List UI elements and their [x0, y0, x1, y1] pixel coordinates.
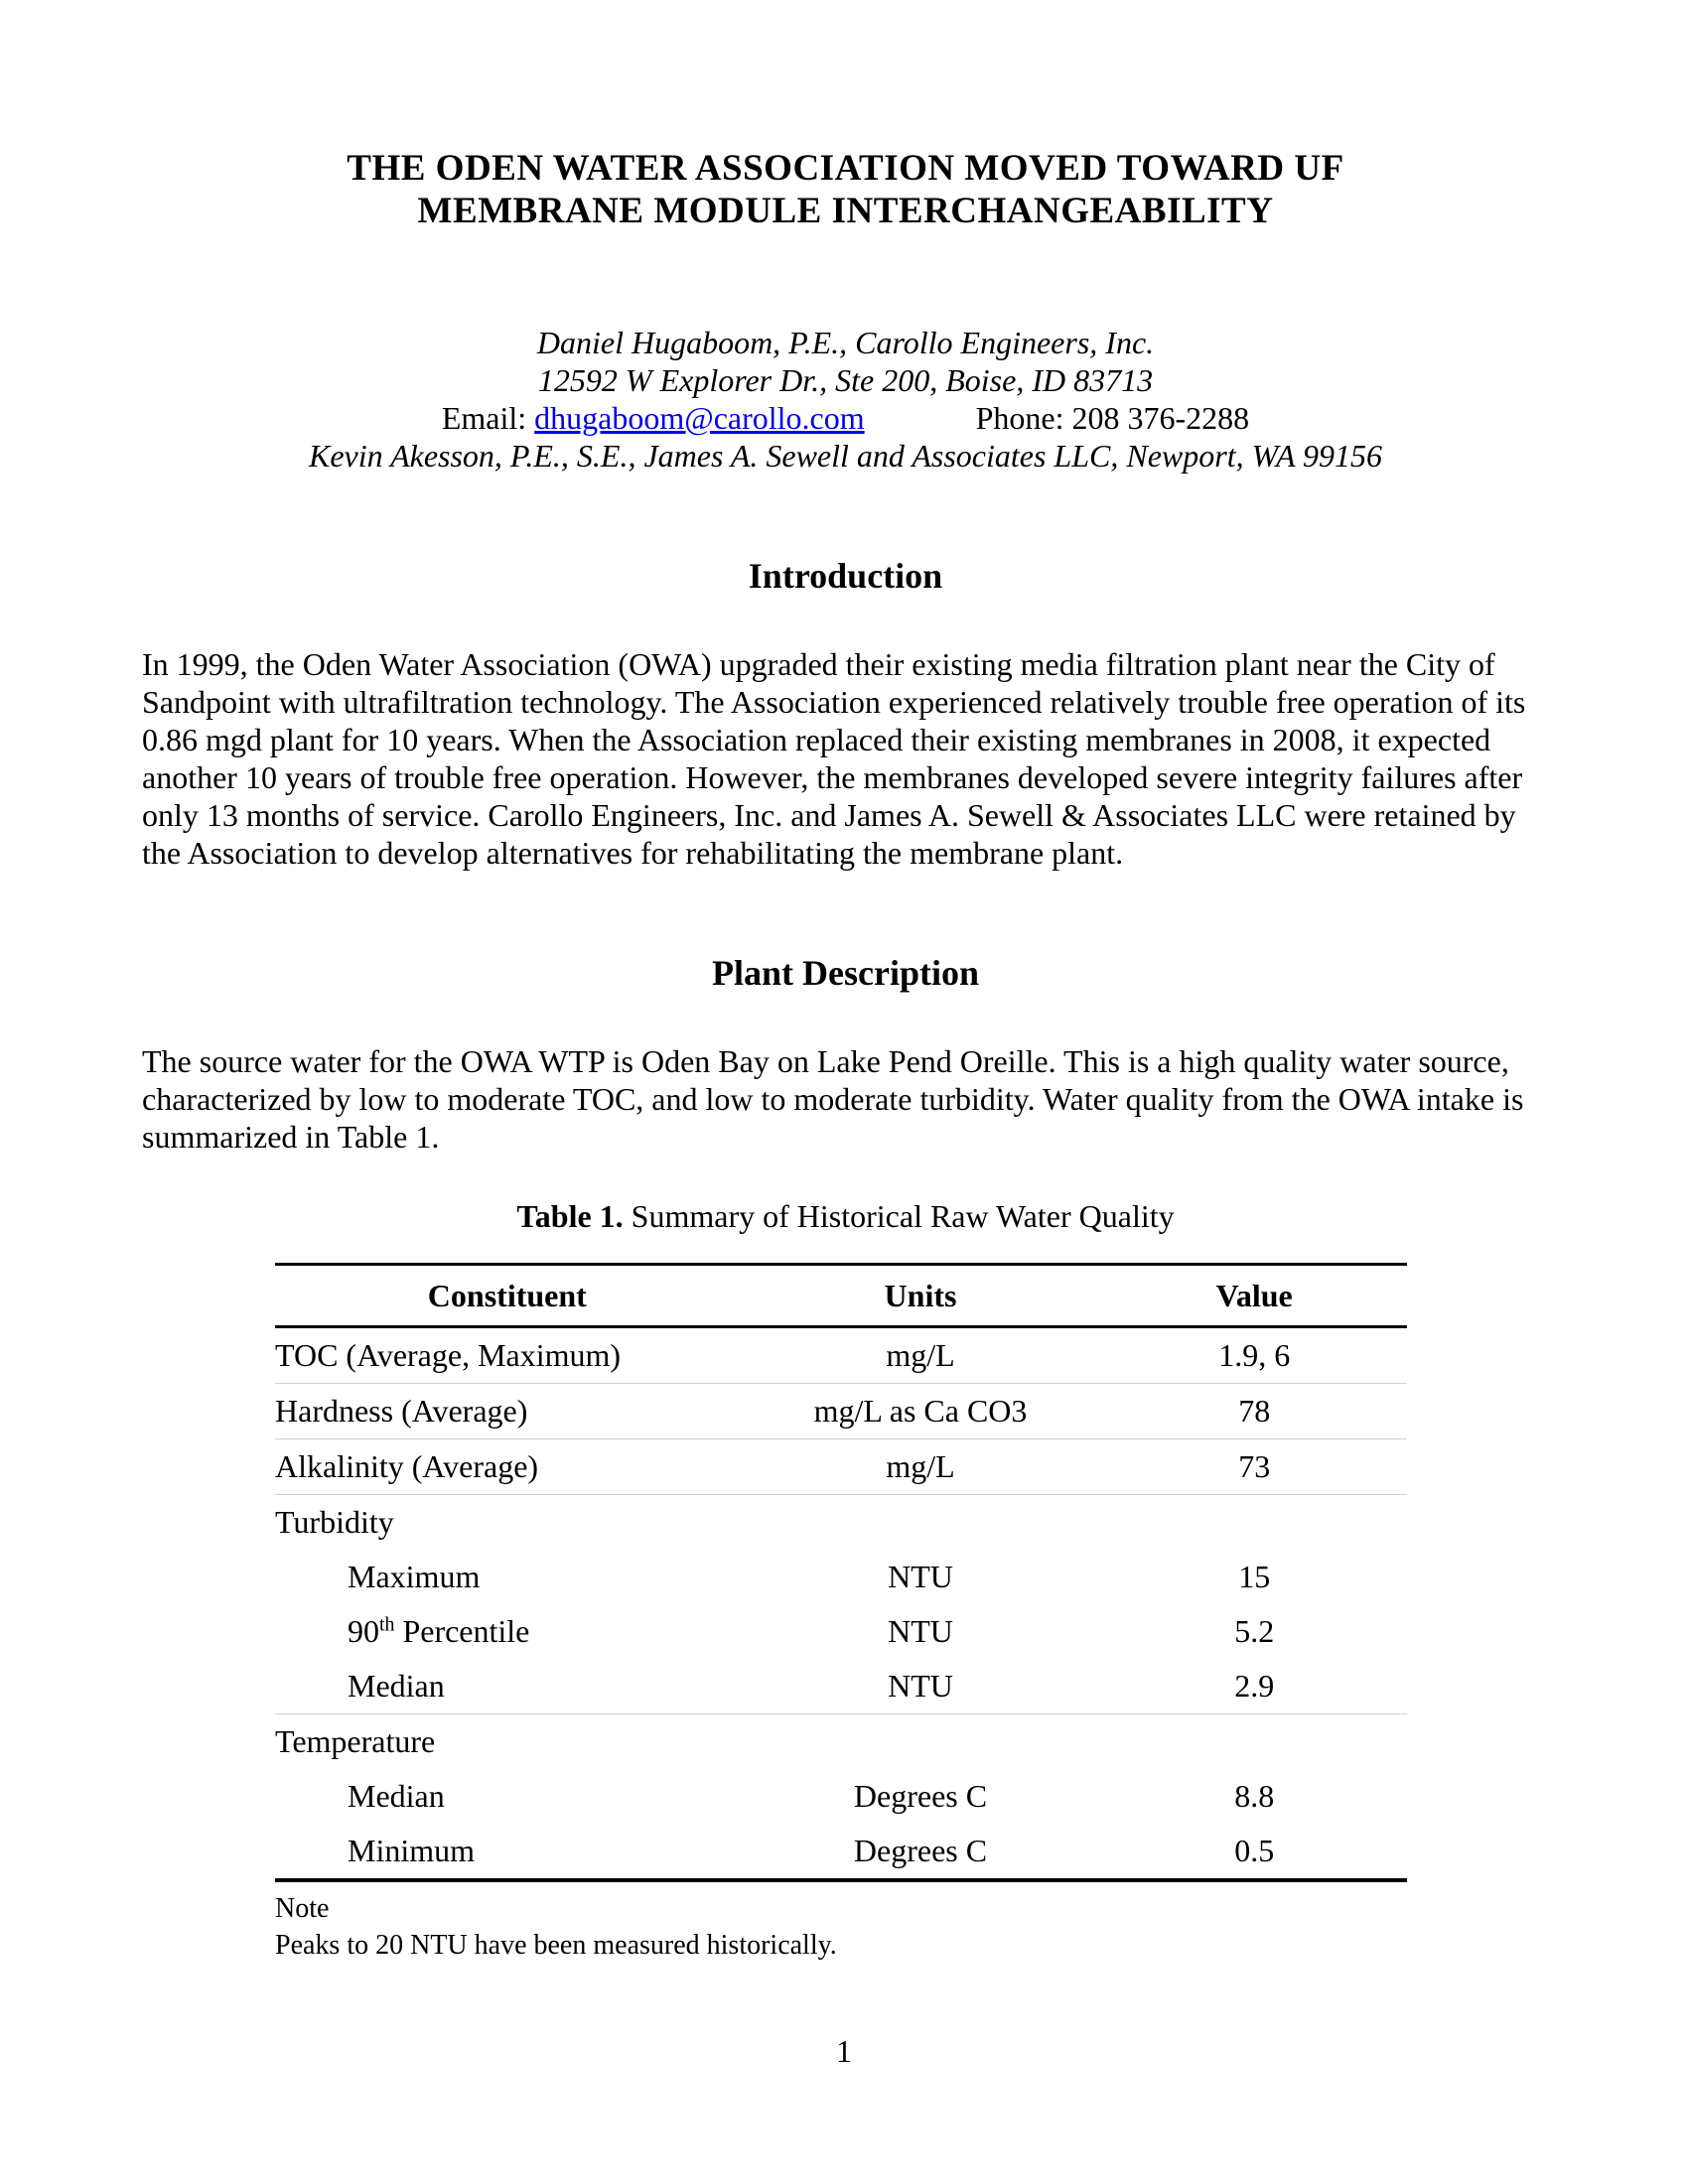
cell-value: [1101, 1495, 1407, 1551]
cell-constituent: Temperature: [275, 1723, 436, 1759]
cell-units: NTU: [740, 1659, 1102, 1714]
table1-caption: [142, 1197, 1549, 1235]
title-block: [142, 147, 1549, 475]
table1-caption-text: Summary of Historical Raw Water Quality: [623, 1198, 1175, 1234]
table1-row: [275, 1439, 1407, 1495]
cell-value: 5.2: [1234, 1613, 1275, 1649]
cell-constituent: Median: [348, 1778, 445, 1814]
cell-constituent: 90th Percentile: [348, 1613, 530, 1649]
table1-row: [275, 1384, 1407, 1439]
email-label: Email:: [441, 400, 535, 436]
table1-row: [275, 1604, 1407, 1659]
plant-description-paragraph: The source water for the OWA WTP is Oden Bay on Lake Pend Oreille. This is a high quality water source, characterized by low to moderate TOC, and low to moderate turbidity. Water quality from the OWA intake is summarized in Table 1.: [142, 1043, 1524, 1155]
cell-value: 78: [1101, 1384, 1407, 1439]
paper-title-line2: MEMBRANE MODULE INTERCHANGEABILITY: [417, 191, 1274, 231]
cell-constituent: Median: [275, 1659, 740, 1714]
coauthor-line: Kevin Akesson, P.E., S.E., James A. Sewell and Associates LLC, Newport, WA 99156: [309, 438, 1382, 474]
table1-row: [275, 1327, 1407, 1384]
cell-units: mg/L: [740, 1327, 1102, 1384]
cell-value: 15: [1238, 1559, 1271, 1594]
cell-constituent: Hardness (Average): [275, 1384, 740, 1439]
cell-value: 1.9, 6: [1101, 1327, 1407, 1384]
introduction-heading: Introduction: [748, 556, 943, 596]
table1-note-label: Note: [275, 1893, 330, 1924]
cell-units: Degrees C: [853, 1833, 988, 1868]
cell-units: [740, 1495, 1102, 1551]
cell-constituent: Maximum: [348, 1559, 481, 1594]
table1-row: [275, 1550, 1407, 1604]
introduction-paragraph: In 1999, the Oden Water Association (OWA) upgraded their existing media filtration plant near the City of Sandpoint with ultrafiltration technology. The Association experienced relatively trouble free operation of its 0.86 mgd plant for 10 years. When the Association replaced their existing membranes in 2008, it expected another 10 years of trouble free operation. However, the membranes developed severe integrity failures after only 13 months of service. Carollo Engineers, Inc. and James A. Sewell & Associates LLC were retained by the Association to develop alternatives for rehabilitating the membrane plant.: [142, 646, 1526, 871]
cell-units: mg/L: [740, 1439, 1102, 1495]
phone-text: Phone: 208 376-2288: [975, 400, 1250, 436]
table1-row: [275, 1769, 1407, 1824]
section-introduction: [142, 556, 1549, 872]
cell-units: mg/L as Ca CO3: [740, 1384, 1102, 1439]
table1-header-units: Units: [884, 1277, 957, 1313]
cell-constituent: Alkalinity (Average): [275, 1439, 740, 1495]
paper-title-line1: THE ODEN WATER ASSOCIATION MOVED TOWARD UF: [347, 148, 1344, 189]
author-name-affiliation: Daniel Hugaboom, P.E., Carollo Engineers, Inc.: [536, 325, 1155, 360]
table1-note: [275, 1890, 1549, 1964]
table1-row: [275, 1714, 1407, 1770]
cell-units: [740, 1714, 1102, 1770]
cell-constituent: Turbidity: [275, 1504, 394, 1540]
cell-units: NTU: [888, 1559, 953, 1594]
cell-value: [1101, 1714, 1407, 1770]
table1-note-text: Peaks to 20 NTU have been measured historically.: [275, 1930, 837, 1961]
table1-container: [142, 1197, 1549, 1964]
email-link[interactable]: dhugaboom@carollo.com: [534, 400, 865, 436]
author-block: [142, 324, 1549, 475]
cell-value: 8.8: [1234, 1778, 1275, 1814]
table1-header-row: [275, 1265, 1407, 1327]
paper-title: [142, 147, 1549, 232]
table1: [275, 1263, 1407, 1882]
table1-header-constituent: Constituent: [427, 1277, 587, 1313]
table1-row: [275, 1824, 1407, 1880]
table1-head: [275, 1265, 1407, 1327]
author-address: 12592 W Explorer Dr., Ste 200, Boise, ID 83713: [537, 362, 1154, 398]
table1-header-value: Value: [1215, 1277, 1293, 1313]
cell-constituent: Minimum: [348, 1833, 476, 1868]
page-number: 1: [836, 2033, 852, 2069]
contact-line: [142, 399, 1549, 437]
cell-value: 2.9: [1101, 1659, 1407, 1714]
cell-units: Degrees C: [853, 1778, 988, 1814]
cell-value: 0.5: [1234, 1833, 1275, 1868]
table1-caption-label: Table 1.: [516, 1198, 624, 1234]
cell-value: 73: [1101, 1439, 1407, 1495]
plant-description-heading: Plant Description: [712, 953, 979, 993]
table1-row: [275, 1659, 1407, 1714]
table1-row: [275, 1495, 1407, 1551]
section-plant-description: [142, 953, 1549, 1156]
cell-units: NTU: [888, 1613, 953, 1649]
cell-constituent: TOC (Average, Maximum): [275, 1327, 740, 1384]
table1-body: [275, 1327, 1407, 1881]
